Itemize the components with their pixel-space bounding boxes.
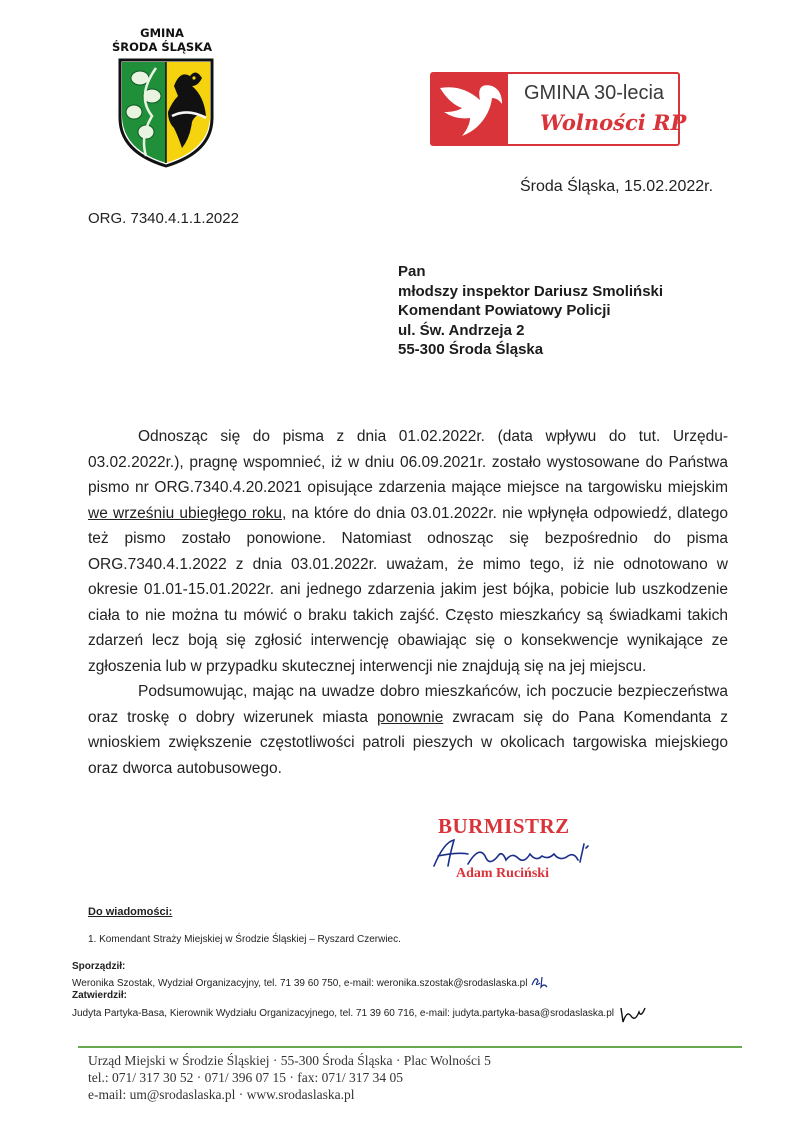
crest-title-line2: ŚRODA ŚLĄSKA (112, 40, 212, 54)
eagle-icon (432, 74, 508, 144)
signature-title: BURMISTRZ (438, 814, 570, 838)
footer (88, 1052, 491, 1103)
approved-label: Zatwierdził: (72, 990, 128, 1001)
signature-name: Adam Ruciński (456, 866, 549, 881)
coat-of-arms-icon (116, 56, 216, 168)
distribution-heading: Do wiadomości: (88, 906, 173, 918)
crest-title (102, 26, 222, 54)
distribution-item: 1. Komendant Straży Miejskiej w Środzie Śląskiej – Ryszard Czerwiec. (88, 934, 401, 945)
initials-icon (530, 975, 548, 989)
anniversary-logo-panel (432, 74, 508, 144)
underlined-word: ponownie (376, 708, 444, 726)
approved-text (72, 1004, 647, 1026)
prepared-text (72, 975, 548, 989)
paragraph-1-text: Odnosząc się do pisma z dnia 01.02.2022r. (data wpływu do tut. Urzędu- 03.02.2022r.), pragnę wspomnieć, iż w dniu 06.09.2021r. zostało wystosowane do Państwa pismo nr ORG.7340.4.20.2021 opisujące zdarzenia mające miejsce na targowisku miejskim (88, 428, 728, 496)
paragraph-2-text: Podsumowując, mając na uwadze dobro mieszkańców, ich poczucie bezpieczeństwa oraz troskę o dobry wizerunek miasta (88, 683, 728, 726)
addressee-line: 55-300 Środa Śląska (398, 341, 544, 358)
anniversary-logo (430, 72, 687, 146)
letter-body (88, 424, 728, 781)
initials-icon (617, 1004, 647, 1026)
footer-address: Urząd Miejski w Środzie Śląskiej · 55-300 Środa Śląska · Plac Wolności 5 (88, 1053, 491, 1068)
prepared-text-content: Weronika Szostak, Wydział Organizacyjny, tel. 71 39 60 750, e-mail: weronika.szostak@srodaslaska.pl (72, 978, 528, 989)
anniversary-logo-line2: Wolności RP (540, 110, 687, 135)
footer-phones: tel.: 071/ 317 30 52 · 071/ 396 07 15 · fax: 071/ 317 34 05 (88, 1070, 403, 1085)
letter-date: Środa Śląska, 15.02.2022r. (520, 178, 714, 195)
underlined-phrase: we wrześniu ubiegłego roku (88, 504, 283, 522)
paragraph-1-text: , na które do dnia 03.01.2022r. nie wpłynęła odpowiedź, dlatego też pismo zostało ponowione. Natomiast odnosząc się bezpośrednio do pisma ORG.7340.4.1.2022 z dnia 03.01.2022r. uważam, że mimo tego, iż nie odnotowano w okresie 01.01-15.01.2022r. ani jednego zdarzenia jakim jest bójka, pobicie lub uszkodzenie ciała to nie można tu mówić o braku takich zajść. Często mieszkańcy są świadkami takich zdarzeń lecz boją się zgłosić interwencję obawiając się o konsekwencje wynikające ze zgłoszenia lub w przypadku skutecznej interwencji nie znajdują się na jej miejscu. (88, 504, 728, 675)
crest-title-line1: GMINA (140, 26, 184, 40)
approved-text-content: Judyta Partyka-Basa, Kierownik Wydziału Organizacyjnego, tel. 71 39 60 716, e-mail: judyta.partyka-basa@srodaslaska.pl (72, 1008, 614, 1019)
addressee-line: ul. Św. Andrzeja 2 (398, 321, 525, 339)
paragraph-2 (88, 679, 728, 781)
addressee-line: Komendant Powiatowy Policji (398, 302, 611, 319)
reference-number: ORG. 7340.4.1.1.2022 (88, 210, 239, 227)
footer-rule (78, 1046, 742, 1048)
paragraph-2-text: zwracam się do Pana Komendanta z wnioskiem zwiększenie częstotliwości patroli pieszych w okolicach targowiska miejskiego oraz dworca autobusowego. (88, 708, 729, 777)
prepared-label: Sporządził: (72, 961, 126, 972)
addressee-line: młodszy inspektor Dariusz Smoliński (398, 282, 664, 300)
paragraph-1 (88, 424, 728, 679)
addressee-line: Pan (398, 263, 426, 280)
anniversary-logo-line1: GMINA 30-lecia (524, 82, 665, 104)
footer-contact: e-mail: um@srodaslaska.pl · www.srodaslaska.pl (88, 1087, 355, 1102)
addressee-block (398, 262, 663, 360)
